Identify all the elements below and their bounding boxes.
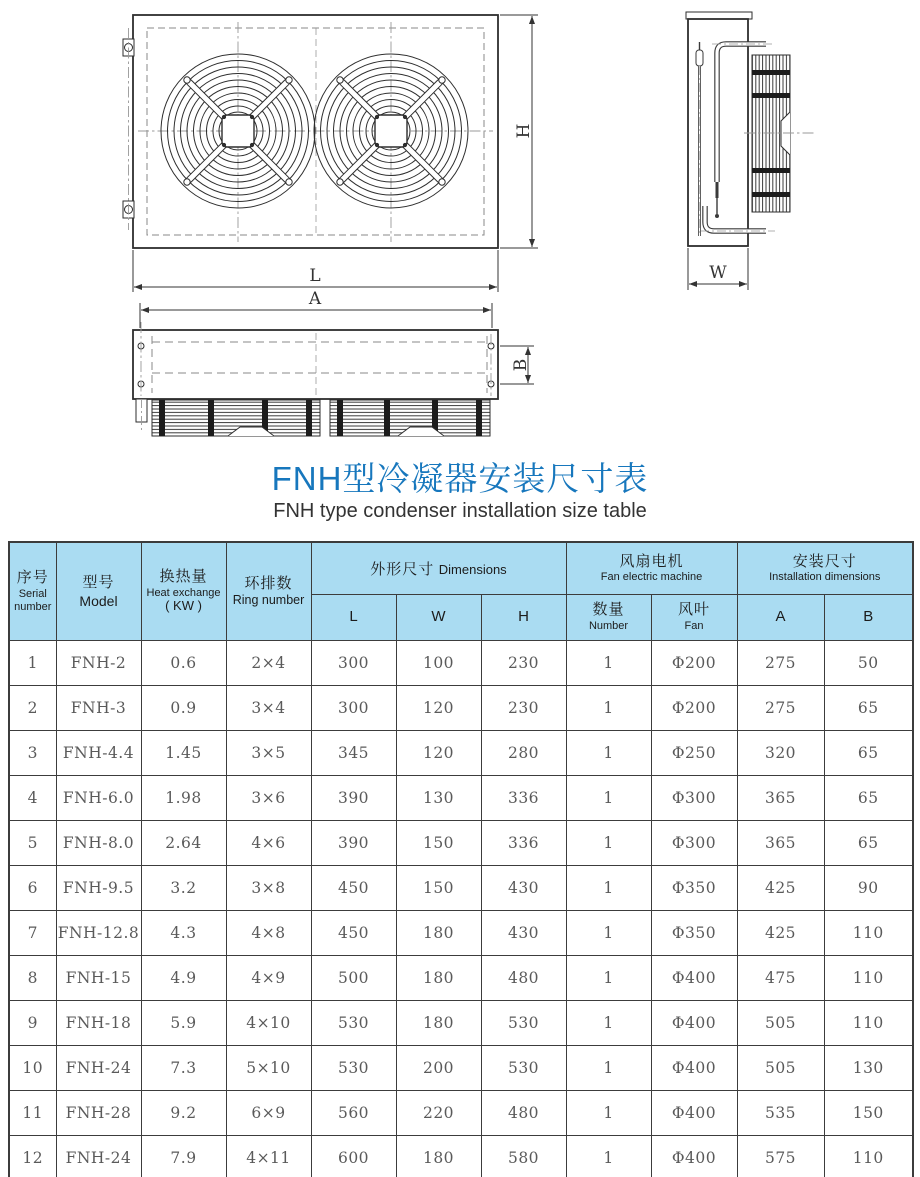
dimension-h [500, 15, 538, 248]
cell-length: 600 [311, 1135, 396, 1177]
cell-heat: 3.2 [141, 865, 226, 910]
cell-height: 480 [481, 1090, 566, 1135]
cell-width: 180 [396, 1135, 481, 1177]
page-subtitle: FNH type condenser installation size table [273, 499, 647, 522]
cell-ring: 3×5 [226, 730, 311, 775]
table-row [9, 775, 913, 820]
page-title: FNH型冷凝器安装尺寸表 [271, 460, 649, 497]
cell-width: 120 [396, 685, 481, 730]
cell-fan-number: 1 [566, 820, 651, 865]
cell-model: FNH-24 [56, 1045, 141, 1090]
col-header-dimensions [311, 542, 566, 594]
cell-serial: 11 [9, 1090, 56, 1135]
cell-fan-blade: Φ300 [651, 775, 737, 820]
cell-install-a: 425 [737, 910, 824, 955]
cell-width: 120 [396, 730, 481, 775]
cell-serial: 5 [9, 820, 56, 865]
cell-length: 560 [311, 1090, 396, 1135]
cell-fan-number: 1 [566, 775, 651, 820]
dimension-b [500, 346, 534, 384]
col-header-dims-en: Dimensions [438, 561, 507, 577]
cell-length: 450 [311, 910, 396, 955]
side-coil-block [752, 55, 790, 212]
col-header-fanm-cn: 风扇电机 [619, 552, 684, 570]
col-header-model [56, 542, 141, 640]
cell-height: 230 [481, 640, 566, 685]
spec-table [8, 541, 914, 1177]
cell-heat: 5.9 [141, 1000, 226, 1045]
cell-width: 180 [396, 910, 481, 955]
cell-height: 530 [481, 1000, 566, 1045]
cell-heat: 0.9 [141, 685, 226, 730]
dimension-label-w: W [709, 263, 727, 283]
dimension-label-h: H [514, 123, 534, 139]
col-header-h: H [481, 594, 566, 640]
cell-install-b: 130 [824, 1045, 913, 1090]
coil-block-left [152, 400, 320, 436]
cell-fan-blade: Φ400 [651, 1090, 737, 1135]
cell-install-b: 65 [824, 820, 913, 865]
cell-height: 430 [481, 910, 566, 955]
cell-ring: 3×4 [226, 685, 311, 730]
cell-install-b: 110 [824, 910, 913, 955]
cell-width: 200 [396, 1045, 481, 1090]
cell-install-a: 320 [737, 730, 824, 775]
title-block [0, 460, 920, 523]
table-row [9, 955, 913, 1000]
cell-fan-number: 1 [566, 865, 651, 910]
col-header-dims-cn: 外形尺寸 [370, 560, 435, 578]
cell-fan-blade: Φ400 [651, 1135, 737, 1177]
cell-ring: 4×9 [226, 955, 311, 1000]
cell-install-a: 275 [737, 685, 824, 730]
front-view-drawing [123, 15, 498, 248]
table-row [9, 865, 913, 910]
cell-model: FNH-8.0 [56, 820, 141, 865]
cell-heat: 7.9 [141, 1135, 226, 1177]
cell-ring: 4×8 [226, 910, 311, 955]
col-header-installation [737, 542, 913, 594]
dimension-label-l: L [309, 266, 321, 286]
side-view-drawing [686, 12, 814, 246]
cell-install-a: 535 [737, 1090, 824, 1135]
cell-heat: 0.6 [141, 640, 226, 685]
cell-install-b: 150 [824, 1090, 913, 1135]
cell-length: 450 [311, 865, 396, 910]
cell-install-a: 475 [737, 955, 824, 1000]
cell-model: FNH-24 [56, 1135, 141, 1177]
cell-fan-blade: Φ400 [651, 1000, 737, 1045]
col-header-fanm-en: Fan electric machine [600, 571, 703, 584]
cell-fan-number: 1 [566, 640, 651, 685]
col-header-heat [141, 542, 226, 640]
col-header-serial-en: Serial number [14, 587, 52, 613]
cell-install-a: 575 [737, 1135, 824, 1177]
cell-height: 230 [481, 685, 566, 730]
cell-fan-blade: Φ200 [651, 685, 737, 730]
cell-length: 300 [311, 685, 396, 730]
col-header-ring-en: Ring number [232, 593, 305, 608]
cell-height: 336 [481, 820, 566, 865]
col-header-w: W [396, 594, 481, 640]
cell-width: 130 [396, 775, 481, 820]
col-header-heat-unit: ( KW ) [165, 598, 202, 614]
cell-height: 580 [481, 1135, 566, 1177]
table-row [9, 730, 913, 775]
cell-ring: 6×9 [226, 1090, 311, 1135]
cell-height: 530 [481, 1045, 566, 1090]
cell-length: 390 [311, 775, 396, 820]
dimension-w [688, 248, 748, 290]
table-row [9, 640, 913, 685]
cell-heat: 1.98 [141, 775, 226, 820]
cell-serial: 10 [9, 1045, 56, 1090]
cell-install-b: 110 [824, 1135, 913, 1177]
cell-width: 150 [396, 820, 481, 865]
cell-serial: 7 [9, 910, 56, 955]
cell-fan-number: 1 [566, 685, 651, 730]
dimension-a [140, 289, 492, 328]
cell-install-b: 90 [824, 865, 913, 910]
cell-serial: 1 [9, 640, 56, 685]
cell-serial: 9 [9, 1000, 56, 1045]
cell-model: FNH-15 [56, 955, 141, 1000]
cell-width: 100 [396, 640, 481, 685]
cell-ring: 4×11 [226, 1135, 311, 1177]
cell-fan-blade: Φ200 [651, 640, 737, 685]
technical-drawings [0, 0, 920, 455]
cell-fan-blade: Φ350 [651, 865, 737, 910]
cell-height: 480 [481, 955, 566, 1000]
col-header-ring-cn: 环排数 [244, 574, 293, 592]
cell-install-a: 365 [737, 775, 824, 820]
cell-ring: 4×6 [226, 820, 311, 865]
cell-install-a: 425 [737, 865, 824, 910]
cell-fan-blade: Φ400 [651, 1045, 737, 1090]
cell-model: FNH-12.8 [56, 910, 141, 955]
table-row [9, 820, 913, 865]
cell-length: 300 [311, 640, 396, 685]
cell-install-a: 505 [737, 1045, 824, 1090]
cell-install-b: 65 [824, 775, 913, 820]
cell-serial: 8 [9, 955, 56, 1000]
cell-width: 150 [396, 865, 481, 910]
cell-fan-blade: Φ250 [651, 730, 737, 775]
cell-model: FNH-18 [56, 1000, 141, 1045]
dimension-label-b: B [511, 358, 531, 372]
cell-model: FNH-9.5 [56, 865, 141, 910]
cell-install-b: 110 [824, 955, 913, 1000]
cell-ring: 3×6 [226, 775, 311, 820]
table-row [9, 1135, 913, 1177]
col-header-install-en: Installation dimensions [769, 571, 881, 584]
cell-install-b: 65 [824, 685, 913, 730]
col-header-a: A [737, 594, 824, 640]
spec-table-body [9, 640, 913, 1177]
cell-serial: 6 [9, 865, 56, 910]
cell-heat: 9.2 [141, 1090, 226, 1135]
cell-fan-number: 1 [566, 910, 651, 955]
cell-serial: 2 [9, 685, 56, 730]
cell-model: FNH-4.4 [56, 730, 141, 775]
cell-fan-number: 1 [566, 1135, 651, 1177]
col-header-heat-en: Heat exchange [146, 586, 221, 599]
cell-heat: 7.3 [141, 1045, 226, 1090]
col-header-number: 数量 Number [566, 594, 651, 640]
cell-fan-number: 1 [566, 730, 651, 775]
col-header-fan-machine [566, 542, 737, 594]
cell-model: FNH-6.0 [56, 775, 141, 820]
cell-install-b: 50 [824, 640, 913, 685]
cell-serial: 4 [9, 775, 56, 820]
cell-fan-number: 1 [566, 1000, 651, 1045]
cell-heat: 1.45 [141, 730, 226, 775]
col-header-l: L [311, 594, 396, 640]
cell-model: FNH-3 [56, 685, 141, 730]
cell-heat: 4.9 [141, 955, 226, 1000]
cell-fan-number: 1 [566, 1090, 651, 1135]
cell-install-b: 110 [824, 1000, 913, 1045]
cell-serial: 12 [9, 1135, 56, 1177]
col-header-model-cn: 型号 [82, 573, 115, 591]
cell-fan-number: 1 [566, 1045, 651, 1090]
cell-install-a: 505 [737, 1000, 824, 1045]
cell-fan-number: 1 [566, 955, 651, 1000]
col-header-heat-cn: 换热量 [159, 568, 208, 586]
col-header-serial [9, 542, 56, 640]
table-row [9, 1000, 913, 1045]
col-header-model-en: Model [79, 592, 118, 609]
table-row [9, 1045, 913, 1090]
cell-length: 500 [311, 955, 396, 1000]
cell-ring: 2×4 [226, 640, 311, 685]
cell-heat: 4.3 [141, 910, 226, 955]
cell-model: FNH-2 [56, 640, 141, 685]
dimension-l [133, 250, 498, 292]
cell-heat: 2.64 [141, 820, 226, 865]
cell-install-a: 365 [737, 820, 824, 865]
col-header-ring [226, 542, 311, 640]
cell-width: 180 [396, 955, 481, 1000]
bottom-view-drawing [133, 322, 498, 436]
cell-length: 345 [311, 730, 396, 775]
col-header-serial-cn: 序号 [16, 569, 49, 587]
col-header-blade: 风叶 Fan [651, 594, 737, 640]
cell-fan-blade: Φ350 [651, 910, 737, 955]
col-header-install-cn: 安装尺寸 [792, 552, 857, 570]
cell-fan-blade: Φ400 [651, 955, 737, 1000]
cell-width: 220 [396, 1090, 481, 1135]
cell-install-a: 275 [737, 640, 824, 685]
cell-install-b: 65 [824, 730, 913, 775]
col-header-b: B [824, 594, 913, 640]
spec-table-head [9, 542, 913, 640]
cell-length: 390 [311, 820, 396, 865]
cell-width: 180 [396, 1000, 481, 1045]
table-row [9, 685, 913, 730]
cell-ring: 5×10 [226, 1045, 311, 1090]
table-row [9, 910, 913, 955]
cell-fan-blade: Φ300 [651, 820, 737, 865]
cell-serial: 3 [9, 730, 56, 775]
cell-model: FNH-28 [56, 1090, 141, 1135]
coil-block-right [330, 400, 490, 436]
cell-height: 430 [481, 865, 566, 910]
cell-height: 280 [481, 730, 566, 775]
table-row [9, 1090, 913, 1135]
cell-length: 530 [311, 1045, 396, 1090]
cell-ring: 4×10 [226, 1000, 311, 1045]
cell-length: 530 [311, 1000, 396, 1045]
dimension-label-a: A [308, 289, 322, 309]
cell-ring: 3×8 [226, 865, 311, 910]
cell-height: 336 [481, 775, 566, 820]
